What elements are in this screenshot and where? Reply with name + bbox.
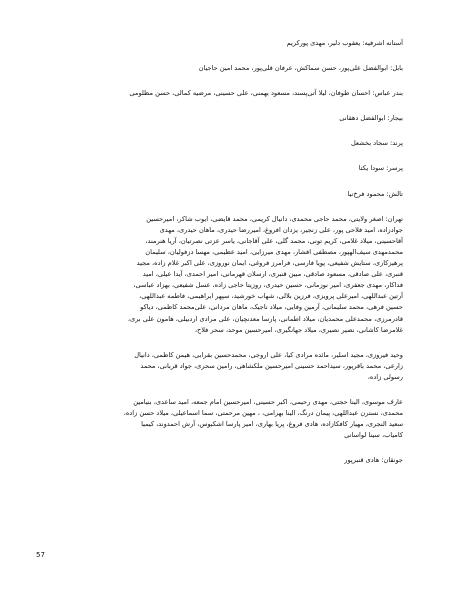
text-line: پرند: سجاد بخشعل: [350, 139, 403, 148]
text-line: حسین فرهی، محمد سلیمانی، آرمین وفایی، میلاد ناجیک، ماهان مردانی، علی‌محمد کاظمی، دیاکو: [140, 303, 403, 312]
paragraph-tehran-continued-1: [60, 350, 403, 383]
paragraph-jooneghan: [60, 455, 403, 466]
paragraph-tehran-continued-2: [60, 397, 403, 441]
text-line: غلامرضا کاشانی، نصیر نصیری، میلاد جهانگیری، امیرحسین موحد، سحر فلاح،: [194, 325, 403, 334]
text-line: بیجار: ابوالفضل دهقانی: [339, 114, 403, 123]
text-line: محمدمهدی سیف‌الهپور، مصطفی افشار، مهدی میرزایی، امید عظیمی، مهسا دزفولیان، سلیمان: [145, 247, 403, 256]
text-line: کامیاب، سینا لواسانی: [344, 431, 403, 440]
text-line: محمدی، نسترن عبداللهی، پیمان درنگ، الینا بهرامی، ، مهین مرحمتی، سما اسماعیلی، میلاد حسن زاده،: [123, 409, 403, 418]
text-line: آستانه اشرفیه: یعقوب دلیر، مهدی پورکریم: [286, 39, 403, 47]
text-line: عارف موسوی، الینا حجتی، مهدی رحیمی، اکبر حسینی، امیرحسین امام جمعه، امید ساعدی، بنیامین: [133, 397, 403, 406]
paragraph-bijar: [60, 113, 403, 124]
text-line: پرسر: سودا یکتا: [358, 164, 403, 173]
text-line: آرتین عبداللهی، امیرعلی پرویزی، فرزین بلالی، شهاب خورشید، سپهر ابراهیمی، فاطمه عبداللهی،: [139, 292, 403, 301]
paragraph-tehran: [60, 214, 403, 336]
paragraph-bandar-abbas: [60, 88, 403, 99]
text-line: زارعی، محمد باقرپور، سیداحمد حسینی امیرحسین ملکشاهی، رامین سحری، جواد قربانی، محمد: [140, 361, 403, 370]
text-line: جونقان: هادی قنبرپور: [344, 456, 403, 465]
text-line: قنبری، علی صادقی، مسعود صادقی، مبین قنبری، ارسلان قهرمانی، امیر احمدی، آیدا عیلی، امید: [142, 270, 403, 279]
text-line: بندر عباس: احسان طوفان، لیلا آتی‌پسند، مسعود بهمنی، علی حسینی، مرضیه کمالی، حسن مظلومی: [129, 89, 403, 98]
text-line: تهران: اصغر ولایتی، محمد حاجی محمدی، دانیال کریمی، محمد قایضی، ایوب شاکر، امیرحسین: [146, 214, 403, 223]
text-line: آقاحسینی، میلاد غلامی، کریم تونی، محمد گلی، علی آقاجانی، یاسر عزتی نصرتیان، آریا هنرمند،: [145, 236, 403, 245]
text-line: جوادزاده، امید فلاحی پور، علی زنجیر، یزدان افروغ، امیررضا حیدری، ماهان حیدری، مهدی: [159, 225, 403, 234]
text-line: وحید فیروزی، مجید اسلیر، مائده مرادی کیا، علی اروجی، محمدحسین بقرابی، هیمن کاظمی، دانیال: [134, 350, 403, 359]
text-line: فداکار، مهدی جعفری، امیر نوزمانی، حسین حیدری، روزیتا حاجی زاده، عسل شفیعی، بهزاد عباسی،: [133, 281, 403, 290]
paragraph-parsar: [60, 163, 403, 174]
text-line: پرهیزکاری، ستایش شفیعی، پویا فارسی، فرامرز فروغی، ایمان نوروزی، علی اکبر غلام زاده، مجید: [136, 259, 403, 268]
text-line: رسولی زاده،: [367, 372, 403, 381]
text-line: تالش: محمود فرخ‌نیا: [347, 189, 403, 198]
paragraph-talesh: [60, 189, 403, 200]
text-line: قادرمرزی، محمدعلی محمدیان، میلاد اطمانی، پارسا معدنچیان، علی مرادی اردبیلی، هامون علی بری،: [127, 314, 403, 323]
text-line: سعید النجری، مهیار کافکازاده، هادی فروغ، پریا بهاری، امیر پارسا اشکبوس، آرش احمدوند، کیمیا: [141, 420, 403, 429]
text-line: بابل: ابوالفضل علی‌پور، حسن سماکش، عرفان قلی‌پور، محمد امین حاجیان: [198, 64, 403, 73]
paragraph-babol: [60, 63, 403, 74]
page-content: [60, 38, 403, 466]
paragraph-parand: [60, 138, 403, 149]
page-number: 57: [36, 551, 45, 559]
paragraph-astaneh: [60, 38, 403, 49]
